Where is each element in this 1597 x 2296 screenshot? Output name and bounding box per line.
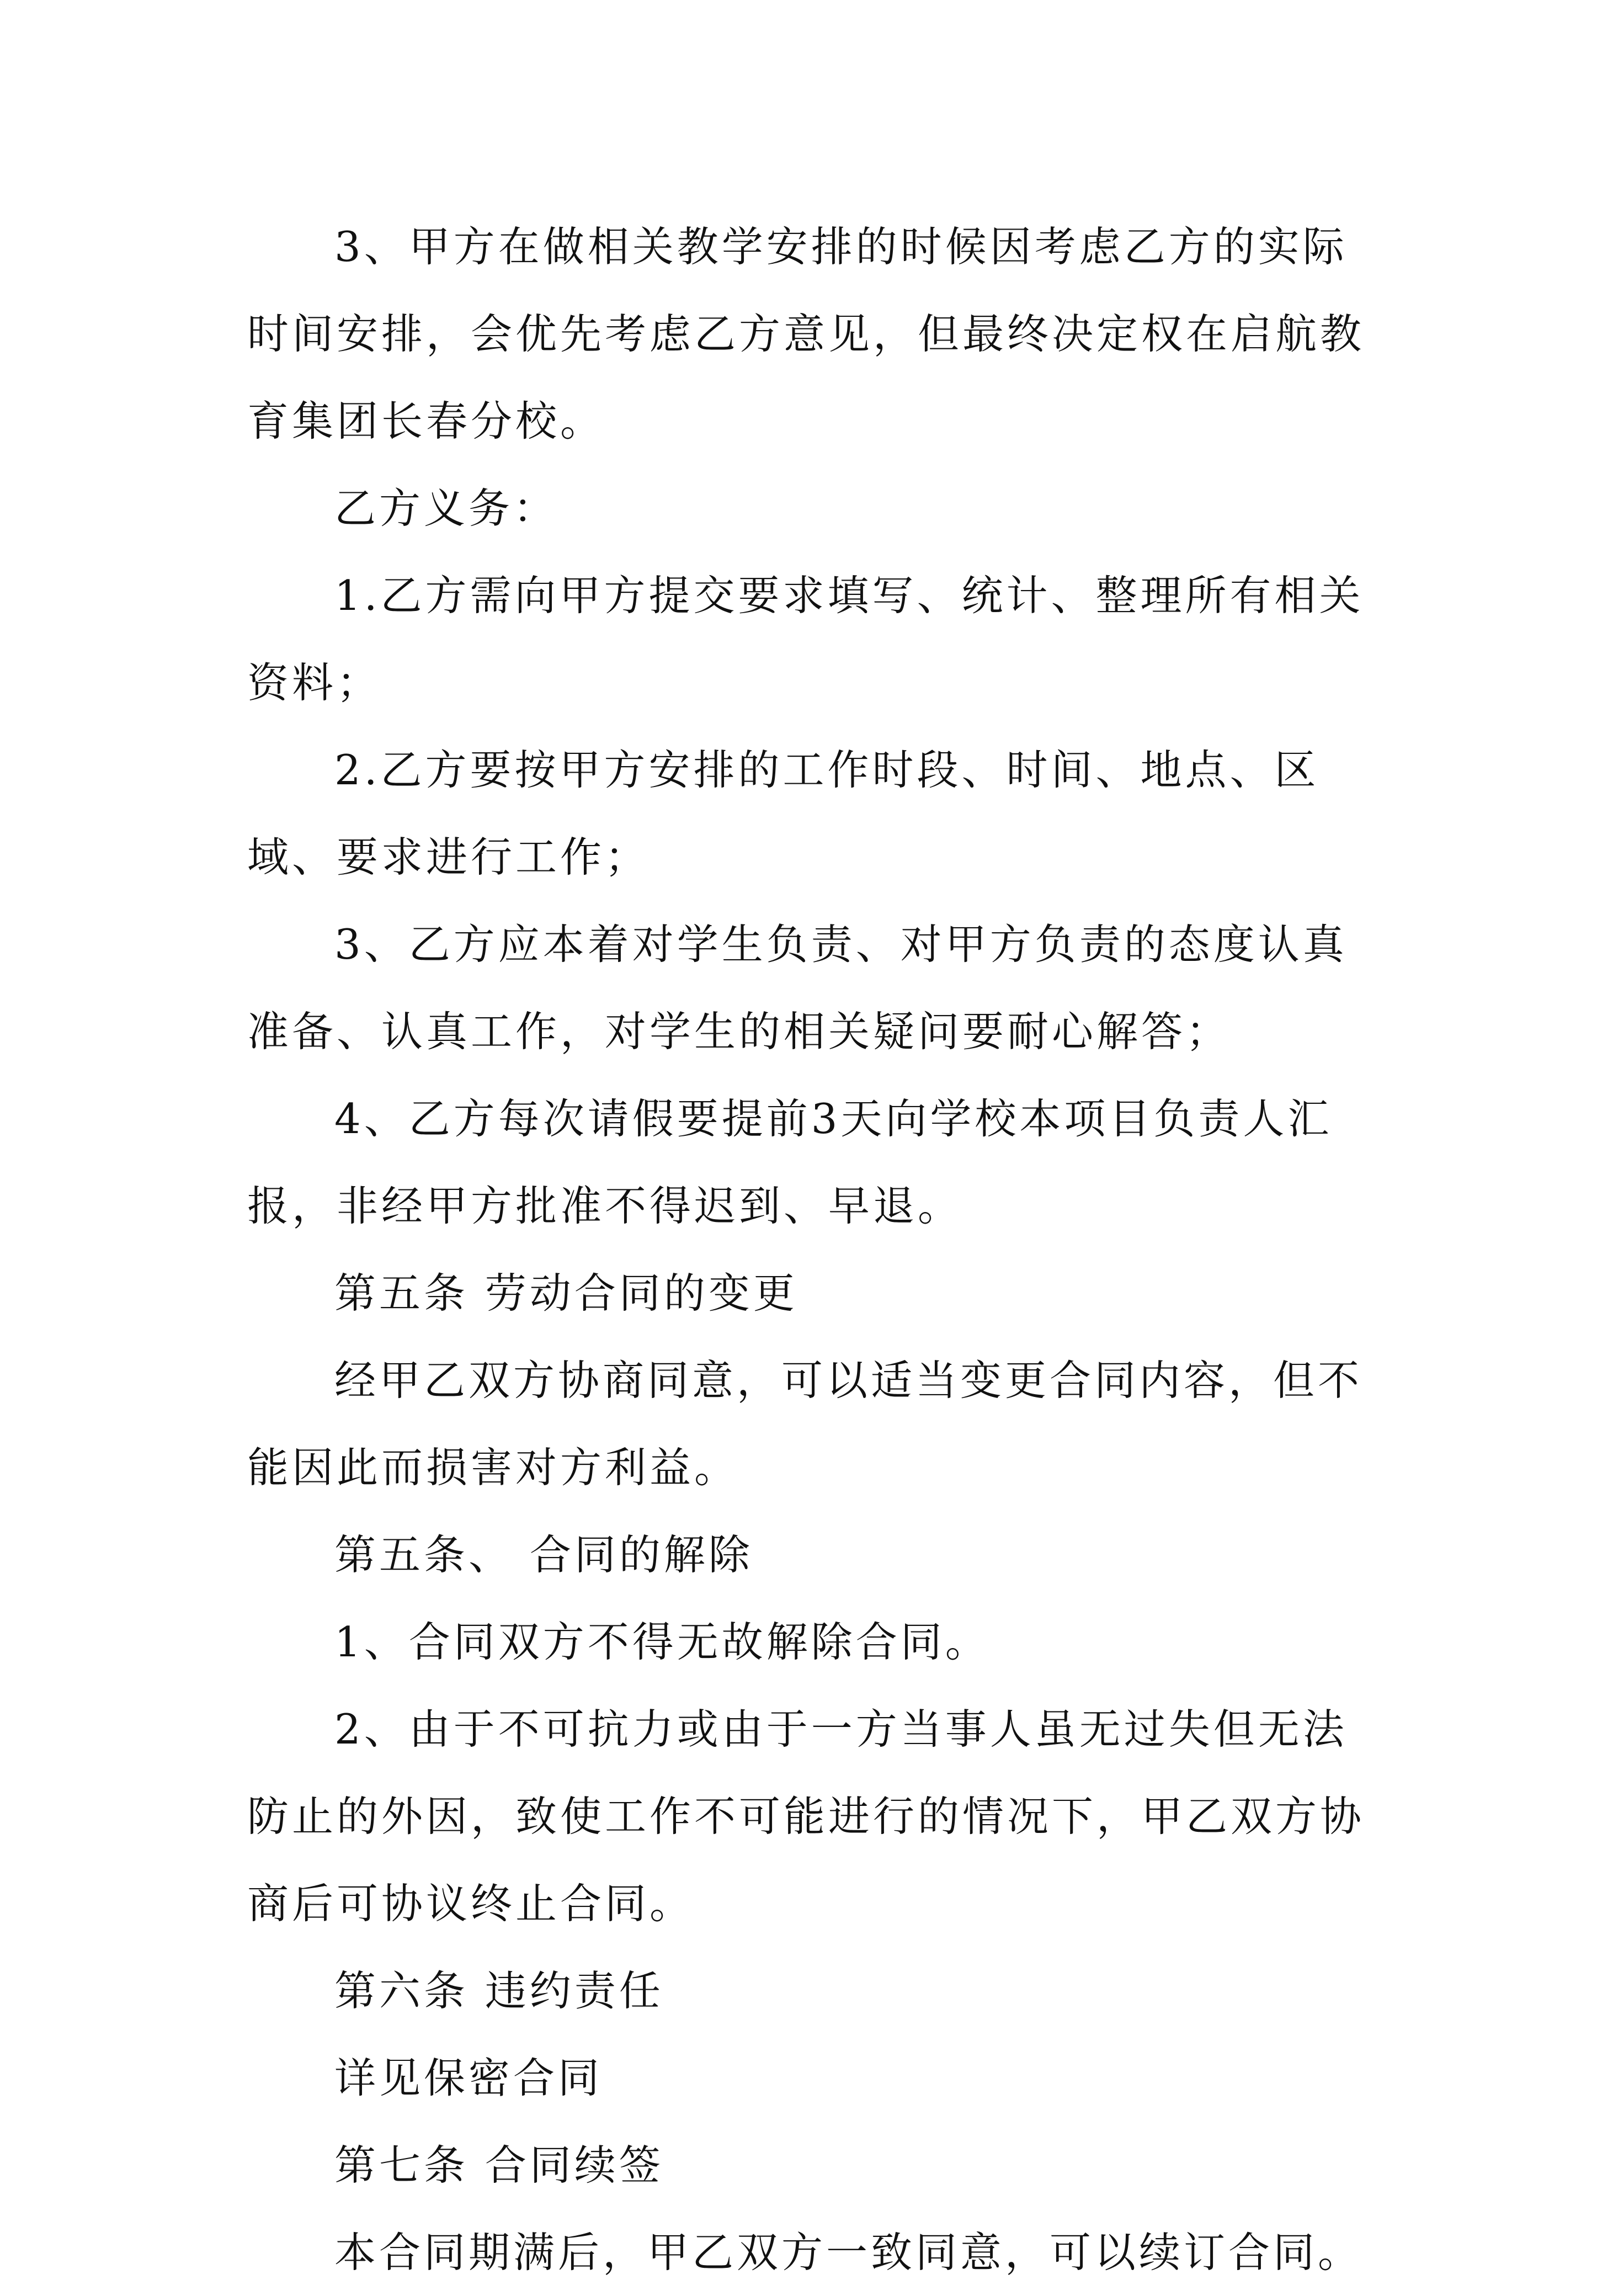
document-body [247,203,1378,2296]
article-5-change-text: 经甲乙双方协商同意，可以适当变更合同内容，但不能因此而损害对方利益。 [247,1356,1363,1492]
article-5-change-heading: 第五条 劳动合同的变更 [334,1269,798,1317]
article-6-heading: 第六条 违约责任 [334,1967,664,2015]
duty-2: 2.乙方要按甲方安排的工作时段、时间、地点、区域、要求进行工作； [247,746,1319,881]
duty-1: 1.乙方需向甲方提交要求填写、统计、整理所有相关资料； [247,571,1364,707]
article-6-text: 详见保密合同 [334,2054,603,2102]
article-5-termination-heading: 第五条、 合同的解除 [334,1530,753,1579]
duty-3: 3、乙方应本着对学生负责、对甲方负责的态度认真准备、认真工作，对学生的相关疑问要耐心解答； [247,920,1348,1056]
article-7-text: 本合同期满后，甲乙双方一致同意，可以续订合同。 [334,2228,1363,2277]
party-b-duties-heading: 乙方义务： [334,484,558,533]
clause-3-scheduling: 3、甲方在做相关教学安排的时候因考虑乙方的实际时间安排，会优先考虑乙方意见，但最终决定权在启航教育集团长春分校。 [247,222,1365,445]
termination-1: 1、合同双方不得无故解除合同。 [334,1618,990,1666]
article-7-heading: 第七条 合同续签 [334,2141,664,2189]
duty-4: 4、乙方每次请假要提前3天向学校本项目负责人汇报，非经甲方批准不得迟到、早退。 [247,1094,1333,1230]
termination-2: 2、由于不可抗力或由于一方当事人虽无过失但无法防止的外因，致使工作不可能进行的情况下，甲乙双方协商后可协议终止合同。 [247,1705,1365,1928]
